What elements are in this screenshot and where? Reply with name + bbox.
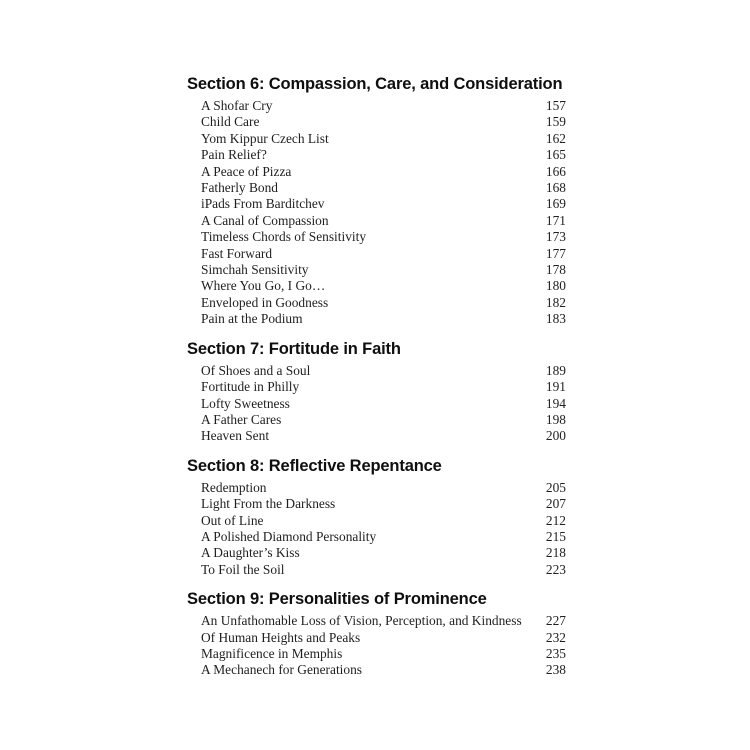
entry-page-number: 177 xyxy=(545,245,566,261)
toc-entry-row xyxy=(187,164,566,180)
toc-entry-row xyxy=(187,213,566,229)
toc-entry-row xyxy=(187,613,566,629)
toc-entry-row xyxy=(187,229,566,245)
section-heading: Section 8: Reflective Repentance xyxy=(187,456,442,475)
entry-title: An Unfathomable Loss of Vision, Perception, and Kindness xyxy=(201,613,522,629)
entry-page-number: 157 xyxy=(545,98,566,113)
entry-title: A Peace of Pizza xyxy=(201,163,292,179)
toc-section xyxy=(187,457,566,578)
toc-entry-row xyxy=(187,496,566,512)
toc-entry-row xyxy=(187,379,566,395)
entry-title: Where You Go, I Go… xyxy=(201,278,326,294)
entry-title: iPads From Barditchev xyxy=(201,196,325,212)
entry-page-number: 207 xyxy=(545,496,566,512)
toc-entry-row xyxy=(187,630,566,646)
entry-title: Redemption xyxy=(201,479,267,495)
entry-title: Pain Relief? xyxy=(201,147,267,163)
toc-entry-row xyxy=(187,98,566,114)
entry-title: Enveloped in Goodness xyxy=(201,294,329,310)
entry-page-number: 178 xyxy=(545,262,566,278)
entry-title: To Foil the Soil xyxy=(201,561,285,577)
toc-entry-row xyxy=(187,196,566,212)
entry-page-number: 191 xyxy=(545,379,566,395)
entry-title: Lofty Sweetness xyxy=(201,395,290,411)
entry-page-number: 212 xyxy=(545,512,566,528)
entry-page-number: 171 xyxy=(545,212,566,228)
toc-entry-row xyxy=(187,562,566,578)
entry-title: Light From the Darkness xyxy=(201,496,336,512)
toc-entry-row xyxy=(187,363,566,379)
entry-title: Yom Kippur Czech List xyxy=(201,130,329,146)
toc-entry-row xyxy=(187,311,566,327)
entry-title: Simchah Sensitivity xyxy=(201,262,309,278)
entry-page-number: 168 xyxy=(545,180,566,196)
entry-title: Fatherly Bond xyxy=(201,180,278,196)
entry-title: Out of Line xyxy=(201,512,264,528)
entry-page-number: 183 xyxy=(545,311,566,327)
entry-title: Fortitude in Philly xyxy=(201,379,300,395)
section-heading: Section 7: Fortitude in Faith xyxy=(187,339,401,358)
section-heading: Section 9: Personalities of Prominence xyxy=(187,590,487,609)
toc-entry-row xyxy=(187,412,566,428)
entry-title: Timeless Chords of Sensitivity xyxy=(201,229,367,245)
entry-page-number: 227 xyxy=(545,613,566,629)
entry-title: A Shofar Cry xyxy=(201,98,273,113)
entry-page-number: 205 xyxy=(545,479,566,495)
entry-page-number: 198 xyxy=(545,411,566,427)
section-heading: Section 6: Compassion, Care, and Consideration xyxy=(187,75,563,93)
table-of-contents xyxy=(187,75,566,679)
entry-page-number: 159 xyxy=(545,114,566,130)
entry-title: A Canal of Compassion xyxy=(201,212,329,228)
entry-page-number: 194 xyxy=(545,395,566,411)
entry-page-number: 200 xyxy=(545,428,566,444)
entry-title: Pain at the Podium xyxy=(201,311,303,327)
toc-entry-row xyxy=(187,396,566,412)
entry-title: A Father Cares xyxy=(201,411,282,427)
toc-entry-row xyxy=(187,180,566,196)
entry-title: Child Care xyxy=(201,114,260,130)
toc-entry-row xyxy=(187,278,566,294)
entry-page-number: 173 xyxy=(545,229,566,245)
entry-page-number: 162 xyxy=(545,130,566,146)
toc-section xyxy=(187,75,566,328)
entry-page-number: 166 xyxy=(545,163,566,179)
entry-title: Fast Forward xyxy=(201,245,273,261)
entry-title: Of Human Heights and Peaks xyxy=(201,629,361,645)
entry-title: Magnificence in Memphis xyxy=(201,645,343,661)
toc-entry-row xyxy=(187,147,566,163)
entry-page-number: 218 xyxy=(545,545,566,561)
toc-entry-row xyxy=(187,662,566,678)
entry-page-number: 238 xyxy=(545,662,566,678)
toc-entry-row xyxy=(187,480,566,496)
entry-title: A Mechanech for Generations xyxy=(201,662,362,678)
toc-entry-row xyxy=(187,114,566,130)
entry-page-number: 232 xyxy=(545,629,566,645)
entry-title: Of Shoes and a Soul xyxy=(201,362,311,378)
toc-entry-row xyxy=(187,262,566,278)
toc-entry-row xyxy=(187,295,566,311)
toc-entry-row xyxy=(187,131,566,147)
entry-page-number: 169 xyxy=(545,196,566,212)
toc-entry-row xyxy=(187,646,566,662)
toc-entry-row xyxy=(187,246,566,262)
entry-title: A Polished Diamond Personality xyxy=(201,528,377,544)
entry-page-number: 180 xyxy=(545,278,566,294)
entry-page-number: 235 xyxy=(545,645,566,661)
entry-page-number: 215 xyxy=(545,528,566,544)
toc-entry-row xyxy=(187,513,566,529)
entry-page-number: 182 xyxy=(545,294,566,310)
entry-page-number: 165 xyxy=(545,147,566,163)
entry-page-number: 189 xyxy=(545,362,566,378)
entry-title: Heaven Sent xyxy=(201,428,270,444)
toc-entry-row xyxy=(187,545,566,561)
toc-section xyxy=(187,340,566,445)
toc-entry-row xyxy=(187,529,566,545)
entry-page-number: 223 xyxy=(545,561,566,577)
entry-title: A Daughter’s Kiss xyxy=(201,545,300,561)
toc-section xyxy=(187,590,566,679)
toc-entry-row xyxy=(187,428,566,444)
